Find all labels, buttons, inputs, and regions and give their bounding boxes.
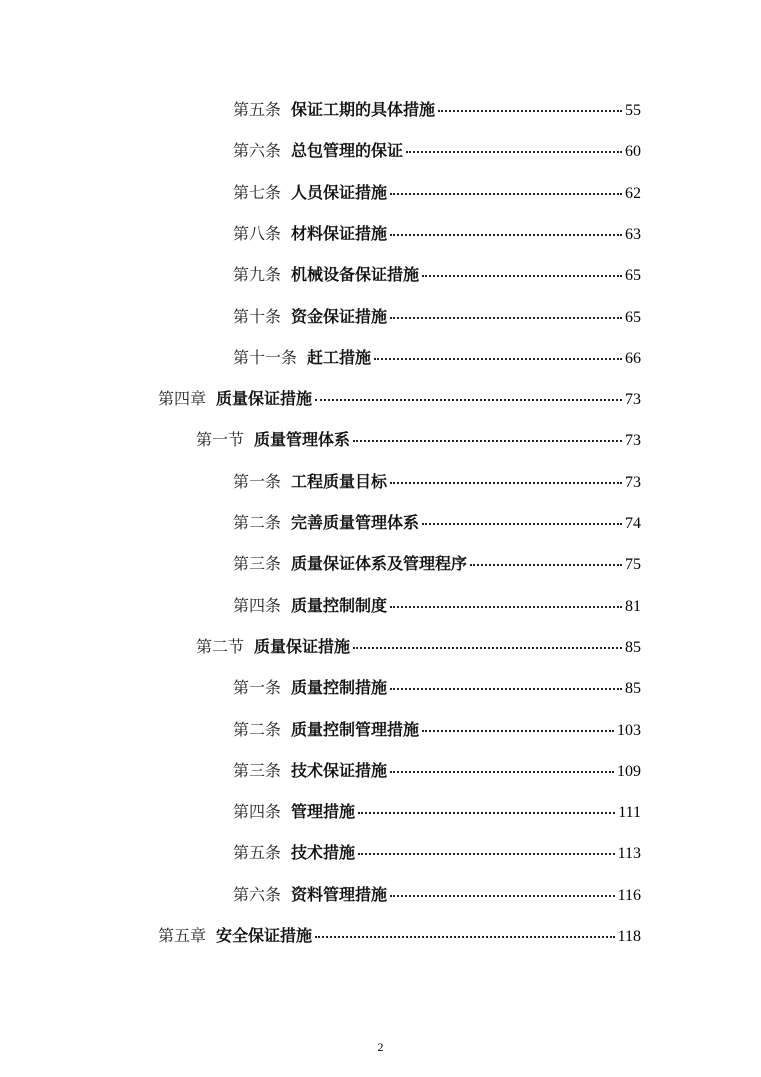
toc-entry-title: 人员保证措施	[291, 182, 388, 202]
toc-entry-title: 安全保证措施	[216, 926, 313, 945]
toc-entry-page: 85	[625, 680, 641, 698]
toc-entry-label: 第五条	[233, 843, 282, 863]
toc-entry[interactable]	[233, 552, 641, 576]
toc-dot-leader	[358, 812, 615, 814]
toc-entry-label: 第二节	[196, 636, 245, 656]
toc-dot-leader	[358, 853, 615, 855]
toc-entry-page: 116	[617, 886, 641, 904]
toc-entry-page: 113	[617, 845, 641, 863]
toc-entry-page: 66	[625, 349, 641, 367]
toc-entry-title: 管理措施	[291, 802, 356, 822]
toc-entry-page: 81	[625, 597, 641, 615]
toc-entry[interactable]	[233, 470, 641, 494]
toc-entry-label: 第十条	[233, 306, 282, 326]
toc-dot-leader	[390, 234, 622, 236]
toc-dot-leader	[422, 523, 622, 525]
toc-dot-leader	[390, 771, 614, 773]
toc-entry[interactable]	[233, 139, 641, 163]
toc-entry-title: 技术保证措施	[291, 760, 388, 780]
toc-dot-leader	[353, 440, 622, 442]
toc-dot-leader	[353, 647, 622, 649]
toc-entry[interactable]	[196, 635, 641, 659]
toc-entry-page: 103	[617, 721, 641, 739]
toc-dot-leader	[390, 482, 622, 484]
toc-entry-page: 75	[625, 556, 641, 574]
toc-entry[interactable]	[158, 924, 641, 948]
toc-entry[interactable]	[233, 841, 641, 865]
toc-dot-leader	[390, 193, 622, 195]
toc-entry-page: 62	[625, 184, 641, 202]
toc-dot-leader	[374, 358, 622, 360]
toc-entry[interactable]	[233, 594, 641, 618]
toc-entry[interactable]	[233, 346, 641, 370]
toc-entry-page: 85	[625, 638, 641, 656]
toc-entry[interactable]	[233, 305, 641, 329]
toc-entry[interactable]	[233, 511, 641, 535]
toc-entry-label: 第三条	[233, 760, 282, 780]
page-number: 2	[377, 1040, 384, 1054]
toc-entry-label: 第二条	[233, 513, 282, 532]
toc-entry-label: 第一条	[233, 471, 282, 491]
toc-entry-title: 机械设备保证措施	[291, 265, 420, 285]
toc-dot-leader	[470, 564, 622, 566]
toc-dot-leader	[315, 399, 622, 401]
toc-entry[interactable]	[233, 181, 641, 205]
toc-dot-leader	[422, 730, 614, 732]
toc-entry-title: 质量保证措施	[216, 389, 313, 409]
toc-entry[interactable]	[233, 759, 641, 783]
toc-entry-title: 保证工期的具体措施	[291, 100, 436, 119]
toc-dot-leader	[390, 606, 622, 608]
toc-entry-label: 第九条	[233, 265, 282, 285]
toc-dot-leader	[315, 936, 615, 938]
toc-entry-page: 111	[618, 804, 641, 822]
toc-entry-title: 质量保证体系及管理程序	[291, 554, 468, 574]
toc-entry-title: 完善质量管理体系	[291, 513, 420, 532]
toc-entry-page: 65	[625, 267, 641, 285]
toc-entry-label: 第四章	[158, 389, 207, 409]
toc-entry[interactable]	[196, 428, 641, 452]
toc-entry-label: 第二条	[233, 719, 282, 739]
toc-dot-leader	[390, 317, 622, 319]
toc-entry-page: 55	[625, 102, 641, 119]
toc-entry-title: 质量管理体系	[254, 430, 351, 450]
toc-dot-leader	[422, 275, 622, 277]
toc-dot-leader	[390, 895, 615, 897]
toc-entry-label: 第五章	[158, 926, 207, 945]
toc-entry-title: 资料管理措施	[291, 884, 388, 904]
toc-entry-label: 第十一条	[233, 347, 298, 367]
toc-entry-label: 第五条	[233, 100, 282, 119]
toc-entry-title: 材料保证措施	[291, 223, 388, 243]
toc-entry-label: 第六条	[233, 141, 282, 161]
toc-entry-page: 60	[625, 143, 641, 161]
toc-entry-label: 第七条	[233, 182, 282, 202]
toc-entry-title: 质量控制管理措施	[291, 719, 420, 739]
toc-entry[interactable]	[233, 718, 641, 742]
toc-entry[interactable]	[233, 883, 641, 907]
toc-entry-title: 质量保证措施	[254, 636, 351, 656]
toc-entry-title: 技术措施	[291, 843, 356, 863]
toc-entry-page: 73	[625, 391, 641, 409]
toc-entry-title: 赶工措施	[307, 347, 372, 367]
toc-entry-label: 第一条	[233, 678, 282, 698]
toc-dot-leader	[406, 151, 622, 153]
toc-entry-page: 74	[625, 515, 641, 532]
toc-dot-leader	[438, 110, 622, 112]
toc-entry-title: 质量控制措施	[291, 678, 388, 698]
toc-entry[interactable]	[233, 263, 641, 287]
toc-entry[interactable]	[233, 676, 641, 700]
toc-entry-title: 工程质量目标	[291, 471, 388, 491]
toc-entry-label: 第四条	[233, 595, 282, 615]
toc-entry[interactable]	[233, 800, 641, 824]
toc-entry-label: 第六条	[233, 884, 282, 904]
toc-entry-title: 总包管理的保证	[291, 141, 404, 161]
toc-entry[interactable]	[233, 222, 641, 246]
toc-entry-page: 109	[617, 762, 641, 780]
toc-entry-label: 第三条	[233, 554, 282, 574]
toc-entry-title: 质量控制制度	[291, 595, 388, 615]
toc-entry-page: 73	[625, 473, 641, 491]
toc-entry[interactable]	[158, 387, 641, 411]
toc-dot-leader	[390, 688, 622, 690]
toc-entry-page: 65	[625, 308, 641, 326]
toc-entry-page: 118	[617, 928, 641, 945]
toc-entry-label: 第八条	[233, 223, 282, 243]
toc-entry-label: 第一节	[196, 430, 245, 450]
toc-entry[interactable]	[233, 98, 641, 122]
toc-entry-label: 第四条	[233, 802, 282, 822]
toc-entry-title: 资金保证措施	[291, 306, 388, 326]
toc-entry-page: 73	[625, 432, 641, 450]
toc-entry-page: 63	[625, 225, 641, 243]
